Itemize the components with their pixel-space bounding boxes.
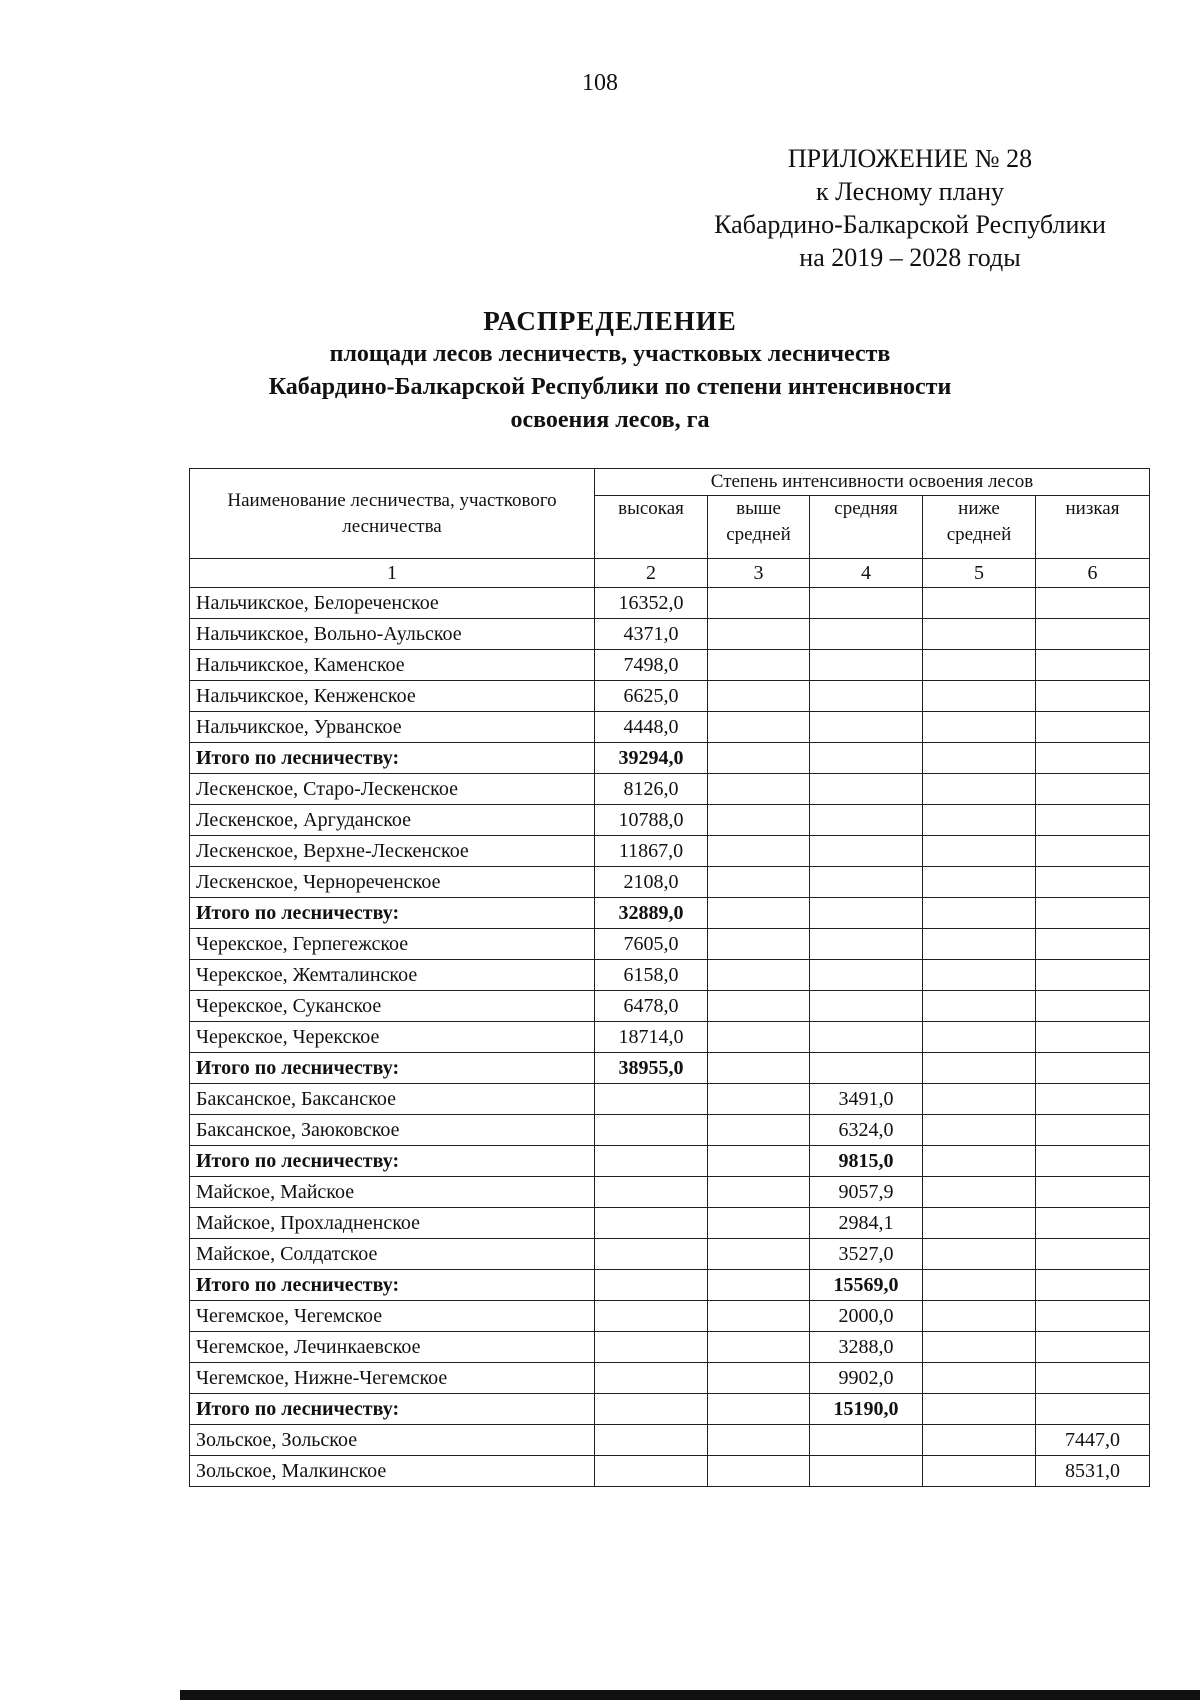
- below-average-cell: [923, 1022, 1036, 1053]
- table-row: [190, 1239, 1150, 1270]
- appendix-number: ПРИЛОЖЕНИЕ № 28: [787, 144, 1033, 173]
- average-cell: [810, 712, 923, 743]
- total-row: [190, 743, 1150, 774]
- table-row: [190, 1332, 1150, 1363]
- average-cell: 2984,1: [810, 1208, 923, 1239]
- header-high: высокая: [595, 496, 708, 559]
- appendix-reference: к Лесному плану: [815, 177, 1005, 206]
- low-intensity-cell: [1036, 1208, 1150, 1239]
- high-intensity-cell: [595, 1239, 708, 1270]
- header-below-average: ниже средней: [923, 496, 1036, 559]
- column-number: 6: [1036, 559, 1150, 588]
- forestry-name-cell: Нальчикское, Урванское: [190, 712, 595, 743]
- table-row: [190, 681, 1150, 712]
- average-cell: [810, 681, 923, 712]
- high-intensity-cell: 10788,0: [595, 805, 708, 836]
- total-row: [190, 1270, 1150, 1301]
- forestry-name-cell: Итого по лесничеству:: [190, 1394, 595, 1425]
- above-average-cell: [708, 1332, 810, 1363]
- above-average-cell: [708, 991, 810, 1022]
- above-average-cell: [708, 960, 810, 991]
- table-row: [190, 1425, 1150, 1456]
- low-intensity-cell: [1036, 805, 1150, 836]
- high-intensity-cell: [595, 1270, 708, 1301]
- low-intensity-cell: [1036, 1177, 1150, 1208]
- low-intensity-cell: [1036, 1270, 1150, 1301]
- low-intensity-cell: [1036, 836, 1150, 867]
- above-average-cell: [708, 867, 810, 898]
- above-average-cell: [708, 774, 810, 805]
- below-average-cell: [923, 1146, 1036, 1177]
- below-average-cell: [923, 1394, 1036, 1425]
- average-cell: 3527,0: [810, 1239, 923, 1270]
- table-row: [190, 774, 1150, 805]
- table-row: [190, 960, 1150, 991]
- high-intensity-cell: 6625,0: [595, 681, 708, 712]
- forestry-name-cell: Черекское, Черекское: [190, 1022, 595, 1053]
- below-average-cell: [923, 805, 1036, 836]
- forestry-name-cell: Майское, Солдатское: [190, 1239, 595, 1270]
- forestry-name-cell: Лескенское, Чернореченское: [190, 867, 595, 898]
- above-average-cell: [708, 712, 810, 743]
- table-row: [190, 1177, 1150, 1208]
- forestry-name-cell: Нальчикское, Вольно-Аульское: [190, 619, 595, 650]
- low-intensity-cell: [1036, 743, 1150, 774]
- low-intensity-cell: [1036, 774, 1150, 805]
- high-intensity-cell: [595, 1363, 708, 1394]
- table-row: [190, 1456, 1150, 1487]
- above-average-cell: [708, 743, 810, 774]
- below-average-cell: [923, 1053, 1036, 1084]
- high-intensity-cell: 2108,0: [595, 867, 708, 898]
- appendix-republic: Кабардино-Балкарской Республики: [714, 210, 1106, 239]
- below-average-cell: [923, 588, 1036, 619]
- column-number: 4: [810, 559, 923, 588]
- column-number: 3: [708, 559, 810, 588]
- below-average-cell: [923, 1301, 1036, 1332]
- below-average-cell: [923, 1115, 1036, 1146]
- forestry-name-cell: Майское, Прохладненское: [190, 1208, 595, 1239]
- high-intensity-cell: [595, 1394, 708, 1425]
- below-average-cell: [923, 743, 1036, 774]
- high-intensity-cell: 38955,0: [595, 1053, 708, 1084]
- forestry-name-cell: Итого по лесничеству:: [190, 898, 595, 929]
- average-cell: [810, 836, 923, 867]
- average-cell: 15190,0: [810, 1394, 923, 1425]
- low-intensity-cell: [1036, 867, 1150, 898]
- below-average-cell: [923, 681, 1036, 712]
- low-intensity-cell: [1036, 619, 1150, 650]
- above-average-cell: [708, 1239, 810, 1270]
- average-cell: 3491,0: [810, 1084, 923, 1115]
- high-intensity-cell: [595, 1084, 708, 1115]
- below-average-cell: [923, 1084, 1036, 1115]
- forestry-name-cell: Зольское, Малкинское: [190, 1456, 595, 1487]
- forestry-name-cell: Чегемское, Чегемское: [190, 1301, 595, 1332]
- below-average-cell: [923, 1425, 1036, 1456]
- high-intensity-cell: 11867,0: [595, 836, 708, 867]
- below-average-cell: [923, 929, 1036, 960]
- average-cell: [810, 960, 923, 991]
- table-row: [190, 867, 1150, 898]
- below-average-cell: [923, 960, 1036, 991]
- header-above-average: выше средней: [708, 496, 810, 559]
- low-intensity-cell: [1036, 929, 1150, 960]
- above-average-cell: [708, 619, 810, 650]
- high-intensity-cell: [595, 1208, 708, 1239]
- high-intensity-cell: 7605,0: [595, 929, 708, 960]
- header-average: средняя: [810, 496, 923, 559]
- above-average-cell: [708, 898, 810, 929]
- low-intensity-cell: [1036, 588, 1150, 619]
- forestry-name-cell: Черекское, Герпегежское: [190, 929, 595, 960]
- column-number: 2: [595, 559, 708, 588]
- high-intensity-cell: 18714,0: [595, 1022, 708, 1053]
- forestry-name-cell: Итого по лесничеству:: [190, 1053, 595, 1084]
- average-cell: [810, 1053, 923, 1084]
- low-intensity-cell: [1036, 1363, 1150, 1394]
- low-intensity-cell: [1036, 681, 1150, 712]
- average-cell: [810, 929, 923, 960]
- forestry-name-cell: Лескенское, Аргуданское: [190, 805, 595, 836]
- table-row: [190, 805, 1150, 836]
- forestry-name-cell: Черекское, Суканское: [190, 991, 595, 1022]
- forestry-name-cell: Чегемское, Нижне-Чегемское: [190, 1363, 595, 1394]
- above-average-cell: [708, 588, 810, 619]
- high-intensity-cell: 4371,0: [595, 619, 708, 650]
- above-average-cell: [708, 1146, 810, 1177]
- low-intensity-cell: [1036, 1146, 1150, 1177]
- page-number: 108: [582, 70, 618, 96]
- below-average-cell: [923, 650, 1036, 681]
- appendix-block: [660, 142, 1160, 274]
- average-cell: 3288,0: [810, 1332, 923, 1363]
- table-row: [190, 712, 1150, 743]
- low-intensity-cell: [1036, 650, 1150, 681]
- above-average-cell: [708, 1053, 810, 1084]
- forestry-name-cell: Зольское, Зольское: [190, 1425, 595, 1456]
- below-average-cell: [923, 836, 1036, 867]
- table-row: [190, 1208, 1150, 1239]
- forestry-name-cell: Баксанское, Баксанское: [190, 1084, 595, 1115]
- table-row: [190, 1084, 1150, 1115]
- forestry-name-cell: Баксанское, Заюковское: [190, 1115, 595, 1146]
- above-average-cell: [708, 836, 810, 867]
- forestry-name-cell: Итого по лесничеству:: [190, 1146, 595, 1177]
- low-intensity-cell: 7447,0: [1036, 1425, 1150, 1456]
- above-average-cell: [708, 650, 810, 681]
- average-cell: 6324,0: [810, 1115, 923, 1146]
- average-cell: [810, 588, 923, 619]
- low-intensity-cell: [1036, 898, 1150, 929]
- low-intensity-cell: [1036, 1022, 1150, 1053]
- title-line-1: площади лесов лесничеств, участковых лесничеств: [329, 341, 891, 367]
- document-title: [200, 304, 1020, 437]
- below-average-cell: [923, 1363, 1036, 1394]
- high-intensity-cell: [595, 1177, 708, 1208]
- low-intensity-cell: [1036, 991, 1150, 1022]
- average-cell: [810, 1425, 923, 1456]
- average-cell: [810, 991, 923, 1022]
- low-intensity-cell: [1036, 1115, 1150, 1146]
- table-row: [190, 929, 1150, 960]
- column-number: 5: [923, 559, 1036, 588]
- above-average-cell: [708, 1363, 810, 1394]
- total-row: [190, 1146, 1150, 1177]
- appendix-period: на 2019 – 2028 годы: [799, 243, 1021, 272]
- high-intensity-cell: 16352,0: [595, 588, 708, 619]
- above-average-cell: [708, 1270, 810, 1301]
- low-intensity-cell: [1036, 712, 1150, 743]
- forestry-name-cell: Нальчикское, Белореченское: [190, 588, 595, 619]
- low-intensity-cell: 8531,0: [1036, 1456, 1150, 1487]
- high-intensity-cell: 39294,0: [595, 743, 708, 774]
- average-cell: [810, 1456, 923, 1487]
- average-cell: 9057,9: [810, 1177, 923, 1208]
- average-cell: [810, 867, 923, 898]
- average-cell: 9815,0: [810, 1146, 923, 1177]
- low-intensity-cell: [1036, 1053, 1150, 1084]
- below-average-cell: [923, 1456, 1036, 1487]
- above-average-cell: [708, 805, 810, 836]
- table-row: [190, 1115, 1150, 1146]
- title-line-2: Кабардино-Балкарской Республики по степени интенсивности: [268, 374, 952, 400]
- column-number-row: [190, 559, 1150, 588]
- above-average-cell: [708, 1208, 810, 1239]
- above-average-cell: [708, 1022, 810, 1053]
- high-intensity-cell: [595, 1301, 708, 1332]
- forestry-name-cell: Лескенское, Верхне-Лескенское: [190, 836, 595, 867]
- low-intensity-cell: [1036, 960, 1150, 991]
- table-row: [190, 1363, 1150, 1394]
- forestry-name-cell: Итого по лесничеству:: [190, 1270, 595, 1301]
- intensity-table: [189, 468, 1150, 1487]
- below-average-cell: [923, 1208, 1036, 1239]
- forestry-name-cell: Черекское, Жемталинское: [190, 960, 595, 991]
- average-cell: [810, 650, 923, 681]
- average-cell: [810, 805, 923, 836]
- high-intensity-cell: 7498,0: [595, 650, 708, 681]
- high-intensity-cell: 32889,0: [595, 898, 708, 929]
- table-row: [190, 619, 1150, 650]
- title-main: РАСПРЕДЕЛЕНИЕ: [483, 306, 737, 336]
- table-row: [190, 836, 1150, 867]
- column-number: 1: [190, 559, 595, 588]
- above-average-cell: [708, 1301, 810, 1332]
- low-intensity-cell: [1036, 1301, 1150, 1332]
- average-cell: [810, 898, 923, 929]
- table-row: [190, 588, 1150, 619]
- forestry-name-cell: Нальчикское, Кенженское: [190, 681, 595, 712]
- above-average-cell: [708, 681, 810, 712]
- below-average-cell: [923, 774, 1036, 805]
- above-average-cell: [708, 1084, 810, 1115]
- below-average-cell: [923, 1177, 1036, 1208]
- high-intensity-cell: [595, 1456, 708, 1487]
- low-intensity-cell: [1036, 1394, 1150, 1425]
- low-intensity-cell: [1036, 1239, 1150, 1270]
- table-row: [190, 1301, 1150, 1332]
- forestry-name-cell: Майское, Майское: [190, 1177, 595, 1208]
- average-cell: [810, 774, 923, 805]
- forestry-name-cell: Нальчикское, Каменское: [190, 650, 595, 681]
- title-line-3: освоения лесов, га: [510, 407, 710, 433]
- forestry-name-cell: Лескенское, Старо-Лескенское: [190, 774, 595, 805]
- average-cell: 2000,0: [810, 1301, 923, 1332]
- above-average-cell: [708, 1394, 810, 1425]
- table-row: [190, 991, 1150, 1022]
- below-average-cell: [923, 619, 1036, 650]
- high-intensity-cell: 6158,0: [595, 960, 708, 991]
- above-average-cell: [708, 1115, 810, 1146]
- low-intensity-cell: [1036, 1332, 1150, 1363]
- high-intensity-cell: [595, 1146, 708, 1177]
- bottom-scan-edge: [180, 1690, 1200, 1700]
- forestry-name-cell: Чегемское, Лечинкаевское: [190, 1332, 595, 1363]
- header-name-column: Наименование лесничества, участкового лесничества: [190, 469, 595, 559]
- total-row: [190, 1394, 1150, 1425]
- average-cell: [810, 619, 923, 650]
- average-cell: [810, 743, 923, 774]
- below-average-cell: [923, 867, 1036, 898]
- below-average-cell: [923, 1239, 1036, 1270]
- average-cell: 9902,0: [810, 1363, 923, 1394]
- high-intensity-cell: [595, 1115, 708, 1146]
- high-intensity-cell: 6478,0: [595, 991, 708, 1022]
- average-cell: 15569,0: [810, 1270, 923, 1301]
- high-intensity-cell: [595, 1332, 708, 1363]
- total-row: [190, 1053, 1150, 1084]
- table-body: [190, 588, 1150, 1487]
- above-average-cell: [708, 1177, 810, 1208]
- total-row: [190, 898, 1150, 929]
- below-average-cell: [923, 1332, 1036, 1363]
- forestry-name-cell: Итого по лесничеству:: [190, 743, 595, 774]
- header-intensity-group: Степень интенсивности освоения лесов: [595, 469, 1150, 496]
- average-cell: [810, 1022, 923, 1053]
- low-intensity-cell: [1036, 1084, 1150, 1115]
- below-average-cell: [923, 712, 1036, 743]
- table-row: [190, 650, 1150, 681]
- high-intensity-cell: [595, 1425, 708, 1456]
- table-row: [190, 1022, 1150, 1053]
- high-intensity-cell: 8126,0: [595, 774, 708, 805]
- above-average-cell: [708, 1456, 810, 1487]
- high-intensity-cell: 4448,0: [595, 712, 708, 743]
- below-average-cell: [923, 1270, 1036, 1301]
- above-average-cell: [708, 929, 810, 960]
- below-average-cell: [923, 898, 1036, 929]
- above-average-cell: [708, 1425, 810, 1456]
- below-average-cell: [923, 991, 1036, 1022]
- header-low: низкая: [1036, 496, 1150, 559]
